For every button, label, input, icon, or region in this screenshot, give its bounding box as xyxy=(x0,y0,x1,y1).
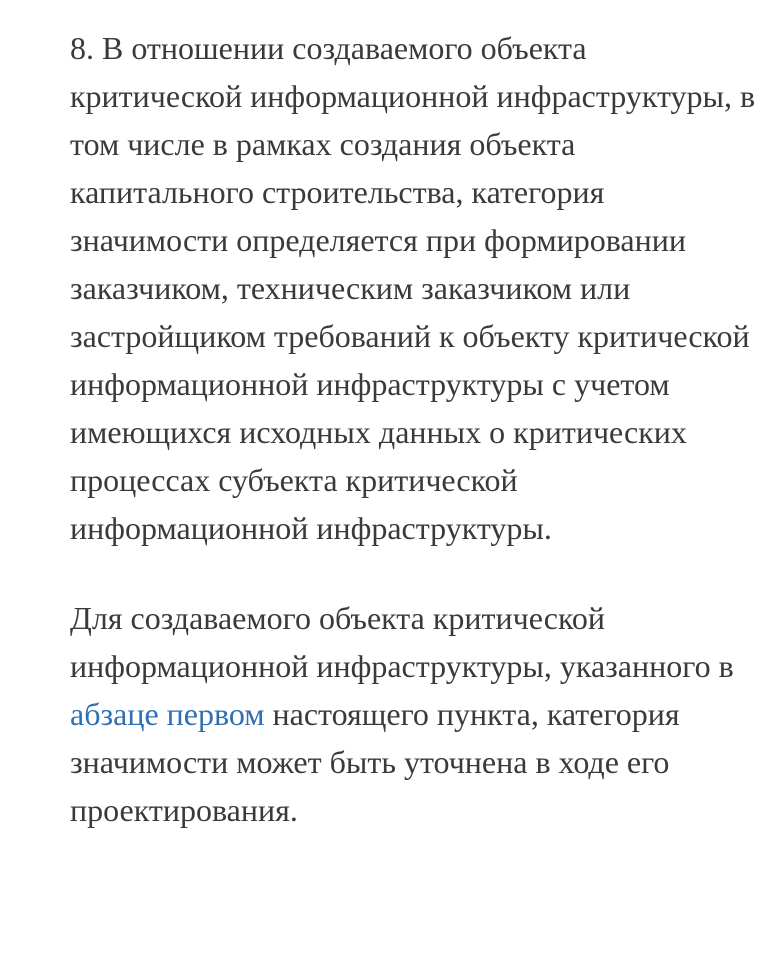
first-paragraph-link[interactable]: абзаце первом xyxy=(70,696,265,732)
paragraph-8: 8. В отношении создаваемого объекта критической информационной инфраструктуры, в том числе в рамках создания объекта капитального строительства, категория значимости определяется при формировании заказчиком, техническим заказчиком или застройщиком требований к объекту критической информационной инфраструктуры с учетом имеющихся исходных данных о критических процессах субъекта критической информационной инфраструктуры. xyxy=(70,30,756,546)
paragraph-text-before-link: Для создаваемого объекта критической информационной инфраструктуры, указанного в xyxy=(70,600,734,684)
paragraph-clarification xyxy=(70,594,760,834)
document-body xyxy=(70,24,760,834)
paragraph-text-after-link: настоящего пункта, категория значимости может быть уточнена в ходе его проектирования. xyxy=(70,696,680,828)
